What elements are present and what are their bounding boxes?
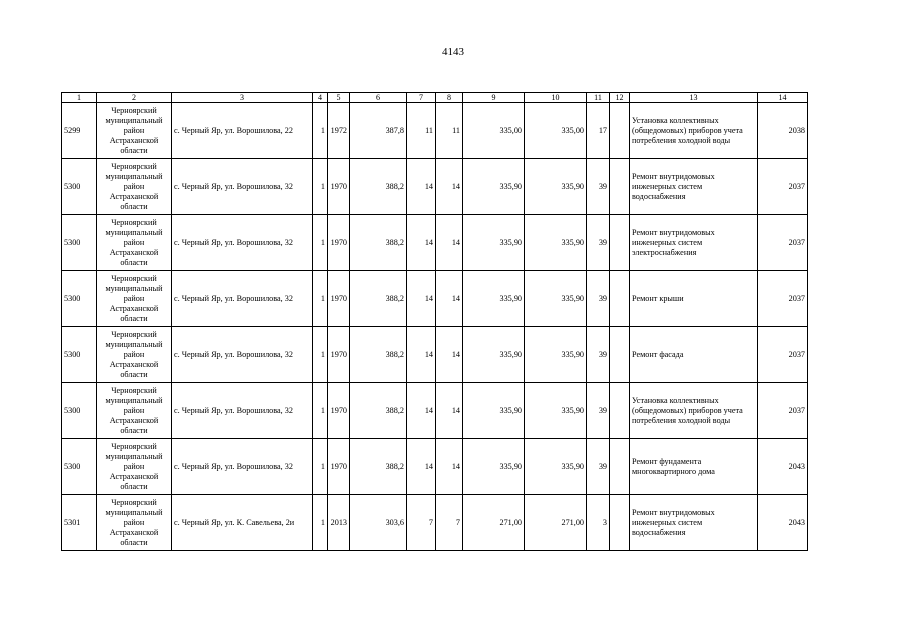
column-header: 9 xyxy=(463,93,525,103)
cell-col-9: 335,90 xyxy=(463,215,525,271)
municipality-cell: Черноярский муниципальный район Астраханской области xyxy=(97,215,172,271)
municipality-cell: Черноярский муниципальный район Астраханской области xyxy=(97,103,172,159)
cell-col-8: 14 xyxy=(436,383,463,439)
cell-col-10: 335,90 xyxy=(525,439,587,495)
cell-col-9: 271,00 xyxy=(463,495,525,551)
cell-col-8: 14 xyxy=(436,327,463,383)
cell-col-7: 11 xyxy=(407,103,436,159)
year-cell: 1970 xyxy=(328,271,350,327)
table-row xyxy=(62,327,808,383)
work-type-cell: Установка коллективных (общедомовых) приборов учета потребления холодной воды xyxy=(630,383,758,439)
cell-col-10: 335,00 xyxy=(525,103,587,159)
address-cell: с. Черный Яр, ул. Ворошилова, 22 xyxy=(172,103,313,159)
record-number: 5300 xyxy=(62,439,97,495)
cell-col-4: 1 xyxy=(313,215,328,271)
area-cell: 388,2 xyxy=(350,271,407,327)
cell-col-9: 335,90 xyxy=(463,439,525,495)
planned-year-cell: 2037 xyxy=(758,271,808,327)
cell-col-4: 1 xyxy=(313,159,328,215)
planned-year-cell: 2037 xyxy=(758,215,808,271)
work-type-cell: Установка коллективных (общедомовых) приборов учета потребления холодной воды xyxy=(630,103,758,159)
cell-col-12 xyxy=(610,215,630,271)
record-number: 5300 xyxy=(62,159,97,215)
record-number: 5300 xyxy=(62,383,97,439)
cell-col-9: 335,90 xyxy=(463,327,525,383)
cell-col-10: 335,90 xyxy=(525,271,587,327)
year-cell: 1970 xyxy=(328,383,350,439)
cell-col-12 xyxy=(610,495,630,551)
cell-col-8: 14 xyxy=(436,271,463,327)
column-header: 13 xyxy=(630,93,758,103)
cell-col-7: 14 xyxy=(407,383,436,439)
year-cell: 1970 xyxy=(328,215,350,271)
cell-col-12 xyxy=(610,327,630,383)
cell-col-4: 1 xyxy=(313,383,328,439)
table-row xyxy=(62,215,808,271)
address-cell: с. Черный Яр, ул. Ворошилова, 32 xyxy=(172,159,313,215)
year-cell: 1970 xyxy=(328,159,350,215)
address-cell: с. Черный Яр, ул. Ворошилова, 32 xyxy=(172,271,313,327)
cell-col-11: 39 xyxy=(587,271,610,327)
municipality-cell: Черноярский муниципальный район Астраханской области xyxy=(97,439,172,495)
cell-col-10: 335,90 xyxy=(525,327,587,383)
table-row xyxy=(62,103,808,159)
cell-col-7: 14 xyxy=(407,327,436,383)
address-cell: с. Черный Яр, ул. Ворошилова, 32 xyxy=(172,439,313,495)
work-type-cell: Ремонт внутридомовых инженерных систем электроснабжения xyxy=(630,215,758,271)
cell-col-11: 39 xyxy=(587,439,610,495)
cell-col-11: 3 xyxy=(587,495,610,551)
work-type-cell: Ремонт крыши xyxy=(630,271,758,327)
cell-col-11: 39 xyxy=(587,159,610,215)
cell-col-12 xyxy=(610,271,630,327)
cell-col-10: 335,90 xyxy=(525,383,587,439)
area-cell: 303,6 xyxy=(350,495,407,551)
cell-col-8: 14 xyxy=(436,439,463,495)
column-header: 4 xyxy=(313,93,328,103)
cell-col-9: 335,90 xyxy=(463,271,525,327)
cell-col-11: 39 xyxy=(587,215,610,271)
cell-col-10: 335,90 xyxy=(525,159,587,215)
year-cell: 1972 xyxy=(328,103,350,159)
year-cell: 1970 xyxy=(328,327,350,383)
cell-col-10: 335,90 xyxy=(525,215,587,271)
planned-year-cell: 2038 xyxy=(758,103,808,159)
cell-col-11: 39 xyxy=(587,383,610,439)
cell-col-7: 14 xyxy=(407,271,436,327)
record-number: 5300 xyxy=(62,271,97,327)
record-number: 5299 xyxy=(62,103,97,159)
cell-col-10: 271,00 xyxy=(525,495,587,551)
cell-col-4: 1 xyxy=(313,439,328,495)
cell-col-4: 1 xyxy=(313,327,328,383)
planned-year-cell: 2043 xyxy=(758,439,808,495)
planned-year-cell: 2037 xyxy=(758,159,808,215)
cell-col-7: 14 xyxy=(407,215,436,271)
municipality-cell: Черноярский муниципальный район Астраханской области xyxy=(97,327,172,383)
column-header: 10 xyxy=(525,93,587,103)
area-cell: 388,2 xyxy=(350,327,407,383)
work-type-cell: Ремонт внутридомовых инженерных систем водоснабжения xyxy=(630,495,758,551)
area-cell: 388,2 xyxy=(350,383,407,439)
cell-col-8: 11 xyxy=(436,103,463,159)
column-header: 3 xyxy=(172,93,313,103)
register-table xyxy=(61,92,808,551)
cell-col-11: 17 xyxy=(587,103,610,159)
cell-col-8: 14 xyxy=(436,159,463,215)
cell-col-9: 335,90 xyxy=(463,383,525,439)
cell-col-8: 14 xyxy=(436,215,463,271)
planned-year-cell: 2037 xyxy=(758,383,808,439)
header-row xyxy=(62,93,808,103)
table-row xyxy=(62,495,808,551)
planned-year-cell: 2043 xyxy=(758,495,808,551)
column-header: 14 xyxy=(758,93,808,103)
page-number: 4143 xyxy=(442,46,464,58)
column-header: 8 xyxy=(436,93,463,103)
work-type-cell: Ремонт внутридомовых инженерных систем водоснабжения xyxy=(630,159,758,215)
municipality-cell: Черноярский муниципальный район Астраханской области xyxy=(97,495,172,551)
cell-col-7: 14 xyxy=(407,439,436,495)
area-cell: 387,8 xyxy=(350,103,407,159)
record-number: 5300 xyxy=(62,327,97,383)
address-cell: с. Черный Яр, ул. Ворошилова, 32 xyxy=(172,327,313,383)
record-number: 5301 xyxy=(62,495,97,551)
column-header: 6 xyxy=(350,93,407,103)
cell-col-4: 1 xyxy=(313,271,328,327)
cell-col-12 xyxy=(610,383,630,439)
column-header: 11 xyxy=(587,93,610,103)
cell-col-7: 14 xyxy=(407,159,436,215)
address-cell: с. Черный Яр, ул. Ворошилова, 32 xyxy=(172,383,313,439)
cell-col-4: 1 xyxy=(313,495,328,551)
column-header: 7 xyxy=(407,93,436,103)
cell-col-8: 7 xyxy=(436,495,463,551)
table-row xyxy=(62,271,808,327)
planned-year-cell: 2037 xyxy=(758,327,808,383)
address-cell: с. Черный Яр, ул. К. Савельева, 2и xyxy=(172,495,313,551)
year-cell: 2013 xyxy=(328,495,350,551)
cell-col-12 xyxy=(610,439,630,495)
column-header: 2 xyxy=(97,93,172,103)
column-header: 1 xyxy=(62,93,97,103)
municipality-cell: Черноярский муниципальный район Астраханской области xyxy=(97,383,172,439)
work-type-cell: Ремонт фундамента многоквартирного дома xyxy=(630,439,758,495)
area-cell: 388,2 xyxy=(350,439,407,495)
cell-col-9: 335,00 xyxy=(463,103,525,159)
area-cell: 388,2 xyxy=(350,215,407,271)
area-cell: 388,2 xyxy=(350,159,407,215)
cell-col-9: 335,90 xyxy=(463,159,525,215)
cell-col-12 xyxy=(610,103,630,159)
cell-col-7: 7 xyxy=(407,495,436,551)
address-cell: с. Черный Яр, ул. Ворошилова, 32 xyxy=(172,215,313,271)
cell-col-11: 39 xyxy=(587,327,610,383)
municipality-cell: Черноярский муниципальный район Астраханской области xyxy=(97,271,172,327)
work-type-cell: Ремонт фасада xyxy=(630,327,758,383)
table-row xyxy=(62,159,808,215)
year-cell: 1970 xyxy=(328,439,350,495)
column-header: 12 xyxy=(610,93,630,103)
cell-col-4: 1 xyxy=(313,103,328,159)
municipality-cell: Черноярский муниципальный район Астраханской области xyxy=(97,159,172,215)
table-row xyxy=(62,439,808,495)
column-header: 5 xyxy=(328,93,350,103)
table-row xyxy=(62,383,808,439)
cell-col-12 xyxy=(610,159,630,215)
record-number: 5300 xyxy=(62,215,97,271)
